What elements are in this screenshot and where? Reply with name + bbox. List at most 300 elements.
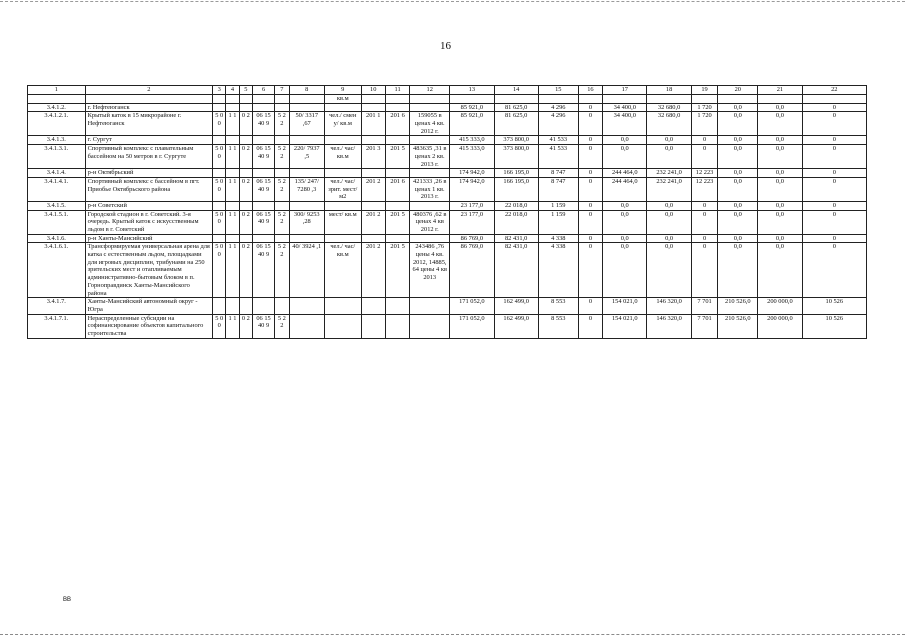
table-cell: 1 720: [691, 103, 718, 112]
table-cell: 162 499,0: [494, 298, 538, 314]
table-cell: [213, 298, 226, 314]
table-cell: [226, 169, 239, 178]
table-cell: 3.4.1.5.1.: [28, 210, 86, 234]
table-cell: 4 296: [538, 112, 578, 136]
table-cell: 0,0: [718, 234, 758, 243]
column-header: 3: [213, 86, 226, 95]
column-header: 14: [494, 86, 538, 95]
table-cell: 201 1: [361, 112, 385, 136]
table-cell: 0: [578, 210, 602, 234]
table-row: [28, 298, 867, 314]
table-cell: [361, 103, 385, 112]
table-cell: р-н Октябрьский: [85, 169, 212, 178]
table-cell: 201 2: [361, 177, 385, 201]
table-cell: [410, 136, 450, 145]
table-cell: 06 15 40 9: [252, 243, 274, 298]
table-cell: 0,0: [718, 177, 758, 201]
table-cell: 0: [578, 177, 602, 201]
table-cell: 0: [578, 169, 602, 178]
table-cell: 201 5: [385, 243, 409, 298]
table-cell: 0,0: [718, 169, 758, 178]
table-cell: 0,0: [718, 145, 758, 169]
table-cell: 373 800,0: [494, 145, 538, 169]
table-cell: [289, 201, 324, 210]
table-row: [28, 145, 867, 169]
table-row: [28, 314, 867, 338]
table-cell: 0,0: [758, 136, 802, 145]
table-row: [28, 201, 867, 210]
table-cell: 06 15 40 9: [252, 314, 274, 338]
table-cell: 244 464,0: [603, 177, 647, 201]
table-cell: [213, 201, 226, 210]
table-cell: [385, 314, 409, 338]
table-cell: 166 195,0: [494, 177, 538, 201]
table-cell: [410, 314, 450, 338]
table-cell: 0,0: [758, 234, 802, 243]
table-cell: Трансформируемая универсальная арена для катка с естественным льдом, площадками для игровых дисциплин, трибунами на 250 зрительских мест и отапливаемым административно-бытовым блоком в п. Горноправдинск Ханты-Мансийского района: [85, 243, 212, 298]
table-cell: 1 159: [538, 201, 578, 210]
table-cell: [385, 234, 409, 243]
table-cell: [213, 169, 226, 178]
table-cell: [361, 201, 385, 210]
table-cell: [324, 298, 361, 314]
table-cell: [226, 298, 239, 314]
table-cell: 0,0: [718, 112, 758, 136]
table-cell: [410, 298, 450, 314]
table-cell: [252, 298, 274, 314]
table-row: [28, 136, 867, 145]
table-cell: 1 1: [226, 243, 239, 298]
table-cell: [226, 201, 239, 210]
table-cell: 34 400,0: [603, 103, 647, 112]
column-header: 2: [85, 86, 212, 95]
table-cell: 0,0: [718, 136, 758, 145]
table-cell: 220/ 7937 ,5: [289, 145, 324, 169]
table-row: [28, 243, 867, 298]
table-cell: 0: [802, 243, 866, 298]
column-number-row: [28, 86, 867, 95]
table-cell: 5 0 0: [213, 314, 226, 338]
table-cell: 421333 ,26 в ценах 1 кв. 2013 г.: [410, 177, 450, 201]
table-cell: 0: [578, 298, 602, 314]
table-cell: 0: [802, 145, 866, 169]
table-cell: [324, 103, 361, 112]
table-cell: 3.4.1.4.1.: [28, 177, 86, 201]
budget-table: [27, 85, 867, 339]
table-cell: 10 526: [802, 314, 866, 338]
table-cell: 4 296: [538, 103, 578, 112]
table-cell: 3.4.1.5.: [28, 201, 86, 210]
table-cell: 22 018,0: [494, 201, 538, 210]
table-cell: [385, 201, 409, 210]
table-cell: 0: [802, 136, 866, 145]
table-cell: [275, 103, 289, 112]
table-cell: 50/ 3317 ,67: [289, 112, 324, 136]
table-cell: 135/ 247/ 7280 ,3: [289, 177, 324, 201]
table-cell: 0: [802, 169, 866, 178]
table-cell: 0,0: [718, 210, 758, 234]
column-header: 22: [802, 86, 866, 95]
table-cell: [226, 136, 239, 145]
table-cell: 166 195,0: [494, 169, 538, 178]
table-cell: 0: [691, 145, 718, 169]
table-cell: 0: [802, 201, 866, 210]
table-cell: 06 15 40 9: [252, 112, 274, 136]
table-cell: 4 338: [538, 243, 578, 298]
table-cell: 0,0: [758, 210, 802, 234]
table-cell: [252, 103, 274, 112]
table-cell: 0,0: [758, 243, 802, 298]
table-cell: 41 533: [538, 145, 578, 169]
table-cell: 201 3: [361, 145, 385, 169]
table-cell: 5 0 0: [213, 112, 226, 136]
table-cell: 1 1: [226, 177, 239, 201]
table-cell: 154 021,0: [603, 298, 647, 314]
column-header: 17: [603, 86, 647, 95]
table-cell: 0: [578, 145, 602, 169]
table-cell: [252, 201, 274, 210]
column-header: 21: [758, 86, 802, 95]
table-cell: 41 533: [538, 136, 578, 145]
table-cell: 3.4.1.6.: [28, 234, 86, 243]
table-cell: 0,0: [603, 201, 647, 210]
table-cell: [410, 169, 450, 178]
table-cell: 0,0: [603, 210, 647, 234]
table-cell: 3.4.1.3.1.: [28, 145, 86, 169]
table-cell: 5 0 0: [213, 177, 226, 201]
table-cell: 1 720: [691, 112, 718, 136]
table-cell: 232 241,0: [647, 177, 691, 201]
table-cell: 0,0: [647, 210, 691, 234]
table-cell: 0,0: [603, 136, 647, 145]
table-cell: 1 1: [226, 210, 239, 234]
table-cell: [324, 201, 361, 210]
table-cell: [289, 103, 324, 112]
table-cell: 201 5: [385, 145, 409, 169]
table-row: [28, 169, 867, 178]
table-cell: 22 018,0: [494, 210, 538, 234]
table-cell: 40/ 3924 ,1: [289, 243, 324, 298]
table-cell: 4 338: [538, 234, 578, 243]
table-cell: 146 320,0: [647, 298, 691, 314]
table-cell: [275, 201, 289, 210]
table-cell: [252, 234, 274, 243]
table-cell: 3.4.1.7.: [28, 298, 86, 314]
table-cell: 162 499,0: [494, 314, 538, 338]
column-header: 10: [361, 86, 385, 95]
table-cell: 154 021,0: [603, 314, 647, 338]
table-cell: 8 553: [538, 298, 578, 314]
table-cell: 0: [802, 210, 866, 234]
table-cell: 0 2: [239, 314, 252, 338]
table-cell: 3.4.1.7.1.: [28, 314, 86, 338]
table-cell: 0: [802, 177, 866, 201]
scan-bottom-edge: [0, 634, 905, 635]
table-cell: 06 15 40 9: [252, 210, 274, 234]
table-cell: [324, 169, 361, 178]
table-cell: 0,0: [647, 136, 691, 145]
table-cell: 0: [578, 243, 602, 298]
table-cell: 0 2: [239, 210, 252, 234]
table-cell: [410, 103, 450, 112]
table-cell: Ханты-Мансийский автономный округ - Югра: [85, 298, 212, 314]
table-cell: [239, 169, 252, 178]
table-cell: [226, 103, 239, 112]
table-cell: 5 2 2: [275, 243, 289, 298]
table-cell: 0: [691, 136, 718, 145]
table-cell: 201 6: [385, 112, 409, 136]
table-cell: чел./ час/ кв.м: [324, 145, 361, 169]
table-cell: [410, 234, 450, 243]
table-cell: 0: [691, 201, 718, 210]
table-cell: [226, 234, 239, 243]
table-cell: Спортивный комплекс с плавательным бассейном на 50 метров в г. Сургуте: [85, 145, 212, 169]
table-cell: [385, 103, 409, 112]
column-header: 20: [718, 86, 758, 95]
table-cell: 82 431,0: [494, 234, 538, 243]
table-cell: 06 15 40 9: [252, 177, 274, 201]
table-cell: 1 1: [226, 145, 239, 169]
table-cell: 3.4.1.3.: [28, 136, 86, 145]
table-cell: 3.4.1.6.1.: [28, 243, 86, 298]
table-cell: 32 680,0: [647, 112, 691, 136]
table-cell: 5 0 0: [213, 210, 226, 234]
table-cell: 146 320,0: [647, 314, 691, 338]
table-cell: 82 431,0: [494, 243, 538, 298]
table-cell: 480376 ,62 в ценах 4 кв 2012 г.: [410, 210, 450, 234]
table-cell: [324, 314, 361, 338]
table-cell: 0,0: [758, 169, 802, 178]
table-cell: 81 625,0: [494, 112, 538, 136]
table-cell: 0: [578, 136, 602, 145]
table-cell: [213, 136, 226, 145]
table-cell: 0,0: [758, 177, 802, 201]
table-cell: [289, 136, 324, 145]
table-cell: [385, 298, 409, 314]
table-cell: [289, 234, 324, 243]
page-number: 16: [440, 40, 451, 52]
table-cell: [239, 234, 252, 243]
table-cell: 0 2: [239, 145, 252, 169]
column-header: 9: [324, 86, 361, 95]
table-cell: [361, 234, 385, 243]
table-cell: 32 680,0: [647, 103, 691, 112]
table-cell: 244 464,0: [603, 169, 647, 178]
table-cell: 0,0: [647, 201, 691, 210]
table-cell: 7 701: [691, 298, 718, 314]
table-cell: 5 2 2: [275, 177, 289, 201]
table-cell: 373 800,0: [494, 136, 538, 145]
table-cell: 171 052,0: [450, 298, 494, 314]
table-cell: [361, 169, 385, 178]
table-cell: р-н Ханты-Мансийский: [85, 234, 212, 243]
table-cell: [361, 136, 385, 145]
table-cell: 0: [802, 103, 866, 112]
footer-code: ВВ: [63, 597, 72, 603]
table-cell: 200 000,0: [758, 298, 802, 314]
table-row: [28, 210, 867, 234]
table-cell: 415 333,0: [450, 145, 494, 169]
column-header: 7: [275, 86, 289, 95]
table-cell: 5 2 2: [275, 314, 289, 338]
table-cell: 3.4.1.4.: [28, 169, 86, 178]
table-cell: [239, 136, 252, 145]
table-cell: 201 5: [385, 210, 409, 234]
table-cell: 159055 в ценах 4 кв. 2012 г.: [410, 112, 450, 136]
table-cell: 8 747: [538, 177, 578, 201]
table-cell: 300/ 9253 ,28: [289, 210, 324, 234]
table-row: [28, 177, 867, 201]
table-cell: 0: [802, 234, 866, 243]
table-cell: 85 921,0: [450, 103, 494, 112]
column-header: 8: [289, 86, 324, 95]
table-cell: 243486 ,76 цены 4 кв. 2012, 14885, 64 цены 4 кв 2013: [410, 243, 450, 298]
table-cell: Крытый каток в 15 микрорайоне г. Нефтеюганск: [85, 112, 212, 136]
table-cell: 06 15 40 9: [252, 145, 274, 169]
table-cell: 12 223: [691, 169, 718, 178]
table-cell: 10 526: [802, 298, 866, 314]
table-cell: 0,0: [647, 243, 691, 298]
table-cell: чел./ час/ кв.м: [324, 243, 361, 298]
table-cell: 0: [802, 112, 866, 136]
table-cell: 0: [578, 103, 602, 112]
table-cell: [275, 298, 289, 314]
table-cell: 200 000,0: [758, 314, 802, 338]
table-cell: 201 2: [361, 243, 385, 298]
table-cell: 0,0: [718, 103, 758, 112]
table-cell: 5 2 2: [275, 145, 289, 169]
table-cell: 0: [578, 201, 602, 210]
table-cell: 0,0: [718, 201, 758, 210]
table-cell: 0,0: [647, 145, 691, 169]
table-cell: 5 0 0: [213, 145, 226, 169]
table-cell: 7 701: [691, 314, 718, 338]
table-cell: 5 2 2: [275, 112, 289, 136]
table-cell: [324, 136, 361, 145]
table-cell: [361, 298, 385, 314]
table-cell: 34 400,0: [603, 112, 647, 136]
table-cell: 201 6: [385, 177, 409, 201]
table-cell: 0: [691, 243, 718, 298]
column-header: 5: [239, 86, 252, 95]
table-cell: [239, 201, 252, 210]
table-cell: 0,0: [758, 145, 802, 169]
table-cell: р-н Советский: [85, 201, 212, 210]
table-cell: 0: [578, 234, 602, 243]
table-cell: 0: [691, 234, 718, 243]
table-row: [28, 112, 867, 136]
column-header: 18: [647, 86, 691, 95]
table-cell: [275, 136, 289, 145]
carry-over-cell: кв.м: [324, 95, 361, 104]
column-header: 13: [450, 86, 494, 95]
table-cell: 201 2: [361, 210, 385, 234]
table-cell: 12 223: [691, 177, 718, 201]
table-cell: 232 241,0: [647, 169, 691, 178]
table-cell: 0: [578, 314, 602, 338]
table-cell: 0,0: [758, 201, 802, 210]
column-header: 15: [538, 86, 578, 95]
table-cell: Городской стадион в г. Советский. 3-я очередь. Крытый каток с искусственным льдом в г. Советский: [85, 210, 212, 234]
table-cell: 3.4.1.2.1.: [28, 112, 86, 136]
table-cell: [252, 136, 274, 145]
table-cell: 0,0: [647, 234, 691, 243]
table-cell: 0: [691, 210, 718, 234]
table-cell: [324, 234, 361, 243]
table-cell: 210 526,0: [718, 314, 758, 338]
table-cell: 0,0: [718, 243, 758, 298]
table-cell: 0: [578, 112, 602, 136]
column-header: 6: [252, 86, 274, 95]
table-cell: [289, 298, 324, 314]
column-header: 16: [578, 86, 602, 95]
table-cell: 86 769,0: [450, 243, 494, 298]
table-cell: 8 747: [538, 169, 578, 178]
table-cell: [361, 314, 385, 338]
table-cell: Нераспределенные субсидии на софинансирование объектов капитального строительства: [85, 314, 212, 338]
table-cell: 0,0: [758, 112, 802, 136]
column-header: 11: [385, 86, 409, 95]
table-row: [28, 234, 867, 243]
table-cell: [385, 169, 409, 178]
table-cell: [410, 201, 450, 210]
table-cell: [239, 103, 252, 112]
carry-over-row: [28, 95, 867, 104]
table-cell: 415 333,0: [450, 136, 494, 145]
table-cell: 0 2: [239, 177, 252, 201]
column-header: 12: [410, 86, 450, 95]
table-cell: [252, 169, 274, 178]
scan-top-edge: [0, 1, 905, 2]
table-cell: 5 0 0: [213, 243, 226, 298]
table-cell: 483635 ,31 в ценах 2 кв. 2013 г.: [410, 145, 450, 169]
table-cell: 171 052,0: [450, 314, 494, 338]
table-cell: 0 2: [239, 112, 252, 136]
column-header: 19: [691, 86, 718, 95]
table-cell: 0 2: [239, 243, 252, 298]
table-cell: [239, 298, 252, 314]
table-cell: 23 177,0: [450, 210, 494, 234]
table-cell: [289, 314, 324, 338]
table-cell: [385, 136, 409, 145]
table-cell: 210 526,0: [718, 298, 758, 314]
table-cell: 1 1: [226, 112, 239, 136]
table-cell: 0,0: [603, 243, 647, 298]
table-cell: 23 177,0: [450, 201, 494, 210]
table-cell: 86 769,0: [450, 234, 494, 243]
table-cell: 5 2 2: [275, 210, 289, 234]
table-cell: Спортивный комплекс с бассейном в пгт. Приобье Октябрьского района: [85, 177, 212, 201]
table-cell: 85 921,0: [450, 112, 494, 136]
table-cell: 0,0: [603, 234, 647, 243]
table-cell: [213, 234, 226, 243]
table-cell: [289, 169, 324, 178]
table-cell: чел./ час/ зрит. мест/ м2: [324, 177, 361, 201]
table-cell: чел./ смен у/ кв.м: [324, 112, 361, 136]
table-cell: [275, 234, 289, 243]
table-cell: 174 942,0: [450, 169, 494, 178]
table-row: [28, 103, 867, 112]
column-header: 1: [28, 86, 86, 95]
table-cell: мест/ кв.м: [324, 210, 361, 234]
table-cell: 0,0: [603, 145, 647, 169]
table-cell: 1 1: [226, 314, 239, 338]
table-cell: 3.4.1.2.: [28, 103, 86, 112]
table-cell: 174 942,0: [450, 177, 494, 201]
table-cell: 8 553: [538, 314, 578, 338]
table-cell: 1 159: [538, 210, 578, 234]
table-cell: г. Нефтеюганск: [85, 103, 212, 112]
